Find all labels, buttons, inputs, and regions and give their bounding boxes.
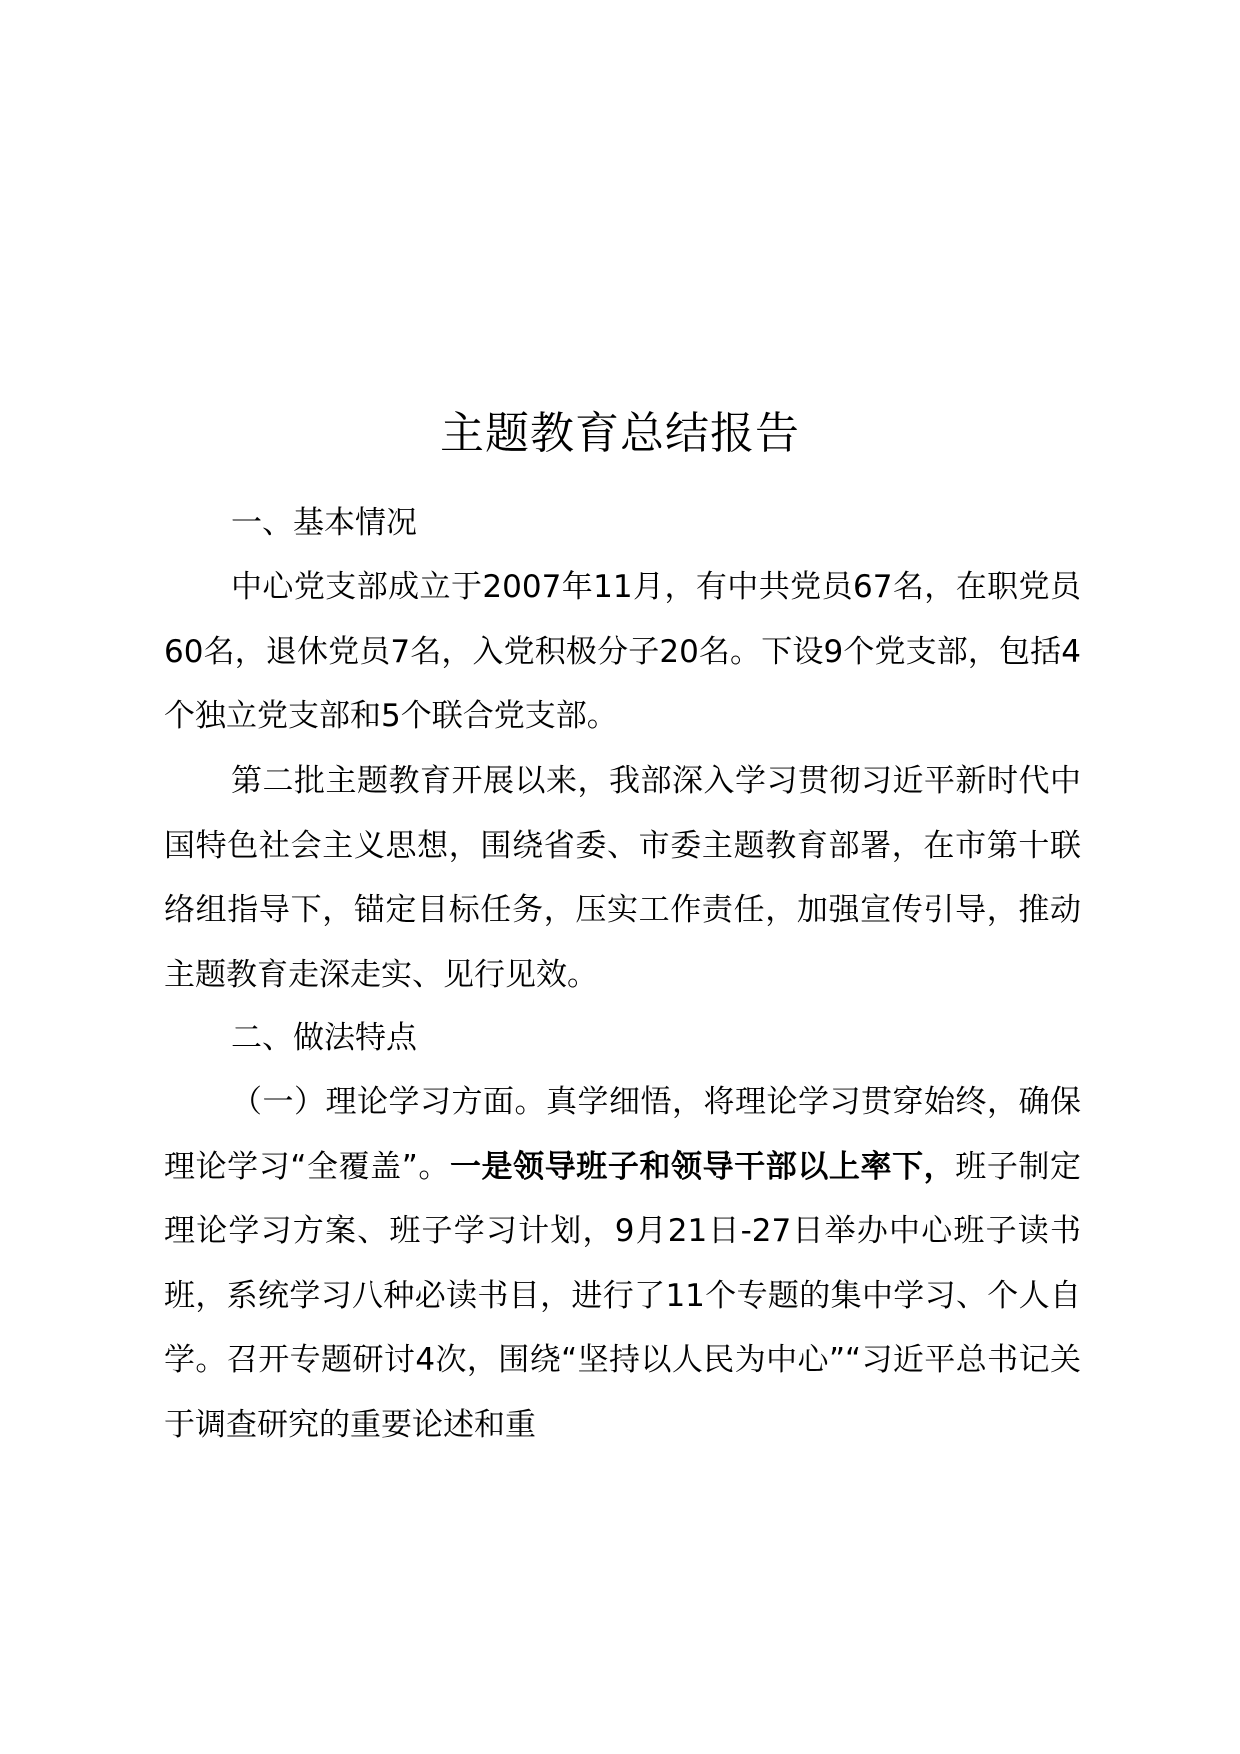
theory-study-details: 班子制定理论学习方案、班子学习计划，9月21日-27日举办中心班子读书班，系统学习八种必读书目，进行了11个专题的集中学习、个人自学。召开专题研讨4次，围绕“坚持以人民为中心”“习近平总书记关于调查研究的重要论述和重 <box>164 1148 1082 1443</box>
theory-study-bold-point: 一是领导班子和领导干部以上率下， <box>449 1148 956 1185</box>
section-heading-practices: 二、做法特点 <box>231 1020 417 1056</box>
paragraph-theory-study <box>164 1070 1081 1457</box>
theory-study-intro: （一）理论学习方面。真学细悟，将理论学习贯穿始终，确保理论学习“全覆盖”。 <box>164 1084 1081 1185</box>
paragraph-basic-info: 中心党支部成立于2007年11月，有中共党员67名，在职党员60名，退休党员7名，入党积极分子20名。下设9个党支部，包括4个独立党支部和5个联合党支部。 <box>164 569 1081 734</box>
paragraph-education-overview: 第二批主题教育开展以来，我部深入学习贯彻习近平新时代中国特色社会主义思想，围绕省委、市委主题教育部署，在市第十联络组指导下，锚定目标任务，压实工作责任，加强宣传引导，推动主题教育走深走实、见行见效。 <box>164 763 1081 993</box>
section-heading-basic-situation: 一、基本情况 <box>231 505 417 541</box>
document-title: 主题教育总结报告 <box>440 408 800 459</box>
